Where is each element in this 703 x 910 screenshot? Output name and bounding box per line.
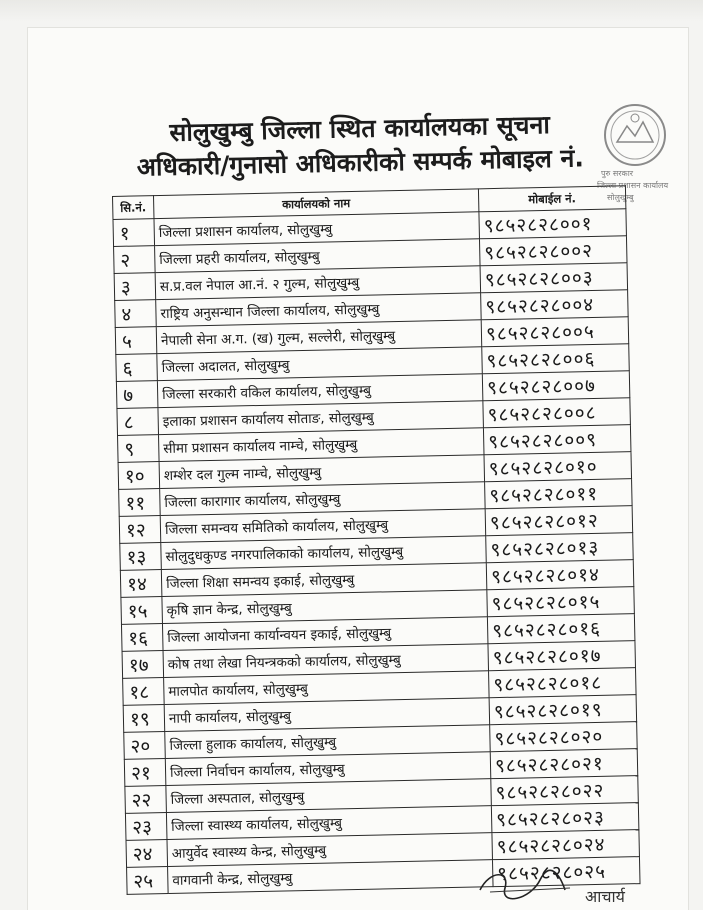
- row-mobile: ९८५२८२८०११: [485, 479, 633, 509]
- row-mobile: ९८५२८२८००३: [480, 263, 628, 293]
- row-mobile: ९८५२८२८००५: [481, 317, 629, 347]
- row-mobile: ९८५२८२८००४: [481, 290, 629, 320]
- row-mobile: ९८५२८२८००२: [479, 236, 627, 266]
- row-mobile: ९८५२८२८००९: [483, 425, 631, 455]
- row-sn: ५: [115, 327, 157, 355]
- title-line-1: सोलुखुम्बु जिल्ला स्थित कार्यालयका सूचना: [169, 110, 551, 147]
- row-sn: ३: [114, 273, 156, 301]
- title-line-2: अधिकारी/गुनासो अधिकारीको सम्पर्क मोबाइल नं.: [136, 143, 585, 182]
- row-sn: ११: [119, 489, 161, 517]
- row-mobile: ९८५२८२८०२२: [491, 776, 639, 806]
- row-mobile: ९८५२८२८०१३: [486, 533, 634, 563]
- row-sn: १५: [121, 597, 163, 625]
- row-sn: ९: [118, 435, 160, 463]
- row-mobile: ९८५२८२८०१२: [485, 506, 633, 536]
- header-sn: सि.नं.: [113, 196, 154, 220]
- row-office: जिल्ला सरकारी वकिल कार्यालय, सोलुखुम्बु: [157, 374, 482, 408]
- row-office: कृषि ज्ञान केन्द्र, सोलुखुम्बु: [162, 590, 487, 624]
- row-office: सोलुदुधकुण्ड नगरपालिकाको कार्यालय, सोलुखुम्बु: [161, 536, 486, 570]
- row-office: जिल्ला प्रहरी कार्यालय, सोलुखुम्बु: [155, 239, 480, 273]
- row-mobile: ९८५२८२८०२३: [491, 803, 639, 833]
- signature-name: आचार्य: [585, 887, 625, 906]
- row-office: जिल्ला हुलाक कार्यालय, सोलुखुम्बु: [165, 725, 490, 759]
- row-office: इलाका प्रशासन कार्यालय सोताङ, सोलुखुम्बु: [158, 401, 483, 435]
- row-office: स.प्र.वल नेपाल आ.नं. २ गुल्म, सोलुखुम्बु: [155, 266, 480, 300]
- row-sn: १: [113, 219, 155, 247]
- row-mobile: ९८५२८२८००६: [482, 344, 630, 374]
- row-sn: १७: [122, 651, 164, 679]
- row-sn: २३: [125, 812, 167, 840]
- row-mobile: ९८५२८२८०१५: [487, 587, 635, 617]
- row-office: जिल्ला आयोजना कार्यान्वयन इकाई, सोलुखुम्बु: [162, 617, 487, 651]
- seal-line-1: पुरु सरकार: [601, 169, 634, 178]
- row-sn: १३: [120, 543, 162, 571]
- header-office: कार्यालयको नाम: [154, 189, 479, 219]
- row-mobile: ९८५२८२८०२४: [492, 830, 640, 860]
- row-sn: ७: [116, 381, 158, 409]
- row-office: जिल्ला निर्वाचन कार्यालय, सोलुखुम्बु: [165, 752, 490, 786]
- row-mobile: ९८५२८२८०१८: [489, 668, 637, 698]
- row-mobile: ९८५२८२८०१४: [486, 560, 634, 590]
- row-sn: १२: [119, 516, 161, 544]
- row-office: जिल्ला अस्पताल, सोलुखुम्बु: [166, 779, 491, 813]
- row-sn: ८: [117, 408, 159, 436]
- row-office: आयुर्वेद स्वास्थ्य केन्द्र, सोलुखुम्बु: [167, 833, 492, 867]
- table-body: [113, 209, 640, 895]
- row-office: नेपाली सेना अ.ग. (ख) गुल्म, सल्लेरी, सोलुखुम्बु: [156, 320, 481, 354]
- row-mobile: ९८५२८२८०१७: [488, 641, 636, 671]
- row-sn: ६: [116, 354, 158, 382]
- row-office: जिल्ला कारागार कार्यालय, सोलुखुम्बु: [160, 482, 485, 516]
- row-sn: २५: [127, 866, 169, 894]
- row-office: जिल्ला शिक्षा समन्वय इकाई, सोलुखुम्बु: [161, 563, 486, 597]
- contact-table-wrapper: [112, 185, 641, 895]
- row-sn: १८: [123, 678, 165, 706]
- row-office: राष्ट्रिय अनुसन्धान जिल्ला कार्यालय, सोलुखुम्बु: [156, 293, 481, 327]
- row-office: मालपोत कार्यालय, सोलुखुम्बु: [164, 671, 489, 705]
- row-sn: ४: [115, 300, 157, 328]
- row-office: जिल्ला प्रशासन कार्यालय, सोलुखुम्बु: [154, 212, 479, 246]
- row-sn: १९: [123, 705, 165, 733]
- row-sn: २२: [125, 786, 167, 814]
- row-sn: २: [114, 246, 156, 274]
- seal-line-3: सोलुखुम्बु: [607, 193, 634, 202]
- row-sn: १६: [121, 624, 163, 652]
- row-mobile: ९८५२८२८००७: [482, 371, 630, 401]
- row-sn: १०: [118, 462, 160, 490]
- row-office: सीमा प्रशासन कार्यालय नाम्चे, सोलुखुम्बु: [159, 428, 484, 462]
- row-mobile: ९८५२८२८०२१: [490, 749, 638, 779]
- scan-top-edge: [0, 0, 703, 22]
- seal-line-2: जिल्ला प्रशासन कार्यालय: [597, 181, 669, 190]
- row-sn: २१: [124, 759, 166, 787]
- row-office: जिल्ला स्वास्थ्य कार्यालय, सोलुखुम्बु: [166, 806, 491, 840]
- signature-icon: [470, 860, 703, 910]
- row-mobile: ९८५२८२८०१०: [484, 452, 632, 482]
- row-mobile: ९८५२८२८००८: [483, 398, 631, 428]
- row-office: नापी कार्यालय, सोलुखुम्बु: [164, 698, 489, 732]
- row-office: कोष तथा लेखा नियन्त्रकको कार्यालय, सोलुखुम्बु: [163, 644, 488, 678]
- row-sn: २०: [124, 732, 166, 760]
- row-office: जिल्ला समन्वय समितिको कार्यालय, सोलुखुम्बु: [160, 509, 485, 543]
- row-sn: १४: [120, 570, 162, 598]
- row-office: शम्शेर दल गुल्म नाम्चे, सोलुखुम्बु: [159, 455, 484, 489]
- contact-table: [112, 185, 641, 895]
- row-sn: २४: [126, 839, 168, 867]
- row-office: जिल्ला अदालत, सोलुखुम्बु: [157, 347, 482, 381]
- row-mobile: ९८५२८२८०२०: [490, 722, 638, 752]
- row-office: वागवानी केन्द्र, सोलुखुम्बु: [168, 860, 493, 894]
- row-mobile: ९८५२८२८०१६: [487, 614, 635, 644]
- header-mobile: मोबाईल नं.: [478, 186, 625, 212]
- row-mobile: ९८५२८२८०१९: [489, 695, 637, 725]
- row-mobile: ९८५२८२८०२५: [492, 857, 640, 887]
- document-title: [79, 106, 640, 186]
- row-mobile: ९८५२८२८००१: [479, 209, 627, 239]
